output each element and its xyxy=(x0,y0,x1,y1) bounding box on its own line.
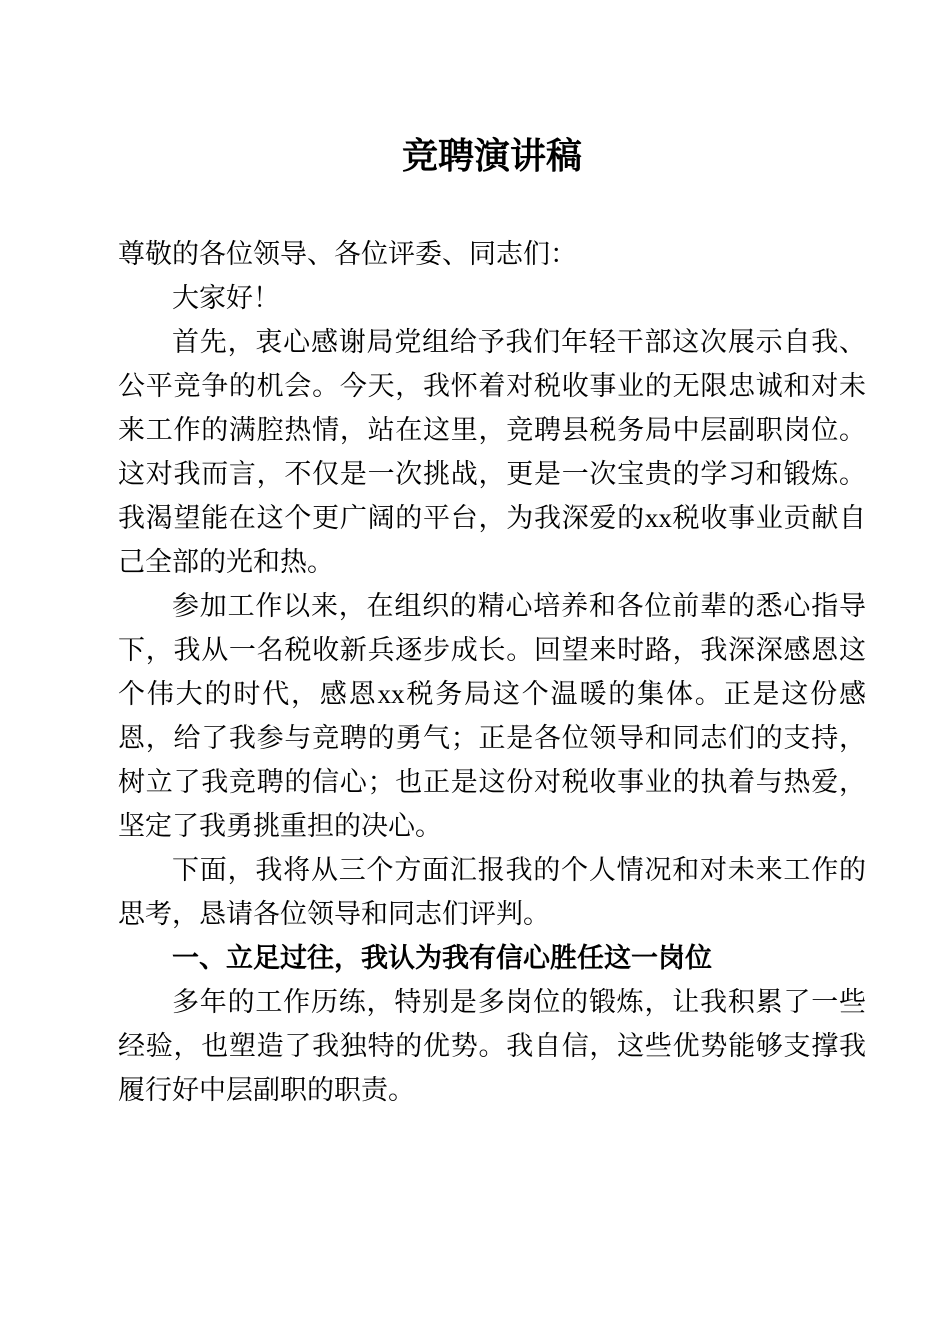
paragraph-body-1: 首先，衷心感谢局党组给予我们年轻干部这次展示自我、公平竞争的机会。今天，我怀着对税收事业的无限忠诚和对未来工作的满腔热情，站在这里，竞聘县税务局中层副职岗位。这对我而言，不仅是一次挑战，更是一次宝贵的学习和锻炼。我渴望能在这个更广阔的平台，为我深爱的xx税收事业贡献自己全部的光和热。 xyxy=(118,327,866,577)
salutation-line: 尊敬的各位领导、各位评委、同志们： xyxy=(118,239,577,269)
paragraph-body-3: 下面，我将从三个方面汇报我的个人情况和对未来工作的思考，恳请各位领导和同志们评判。 xyxy=(118,855,866,929)
section-heading-1: 一、立足过往，我认为我有信心胜任这一岗位 xyxy=(172,943,712,973)
paragraph-greeting: 大家好！ xyxy=(172,283,280,313)
document-title: 竞聘演讲稿 xyxy=(401,136,582,176)
paragraph-body-4: 多年的工作历练，特别是多岗位的锻炼，让我积累了一些经验，也塑造了我独特的优势。我自信，这些优势能够支撑我履行好中层副职的职责。 xyxy=(118,987,866,1105)
paragraph-body-2: 参加工作以来，在组织的精心培养和各位前辈的悉心指导下，我从一名税收新兵逐步成长。回望来时路，我深深感恩这个伟大的时代，感恩xx税务局这个温暖的集体。正是这份感恩，给了我参与竞聘的勇气；正是各位领导和同志们的支持，树立了我竞聘的信心；也正是这份对税收事业的执着与热爱，坚定了我勇挑重担的决心。 xyxy=(118,591,866,841)
